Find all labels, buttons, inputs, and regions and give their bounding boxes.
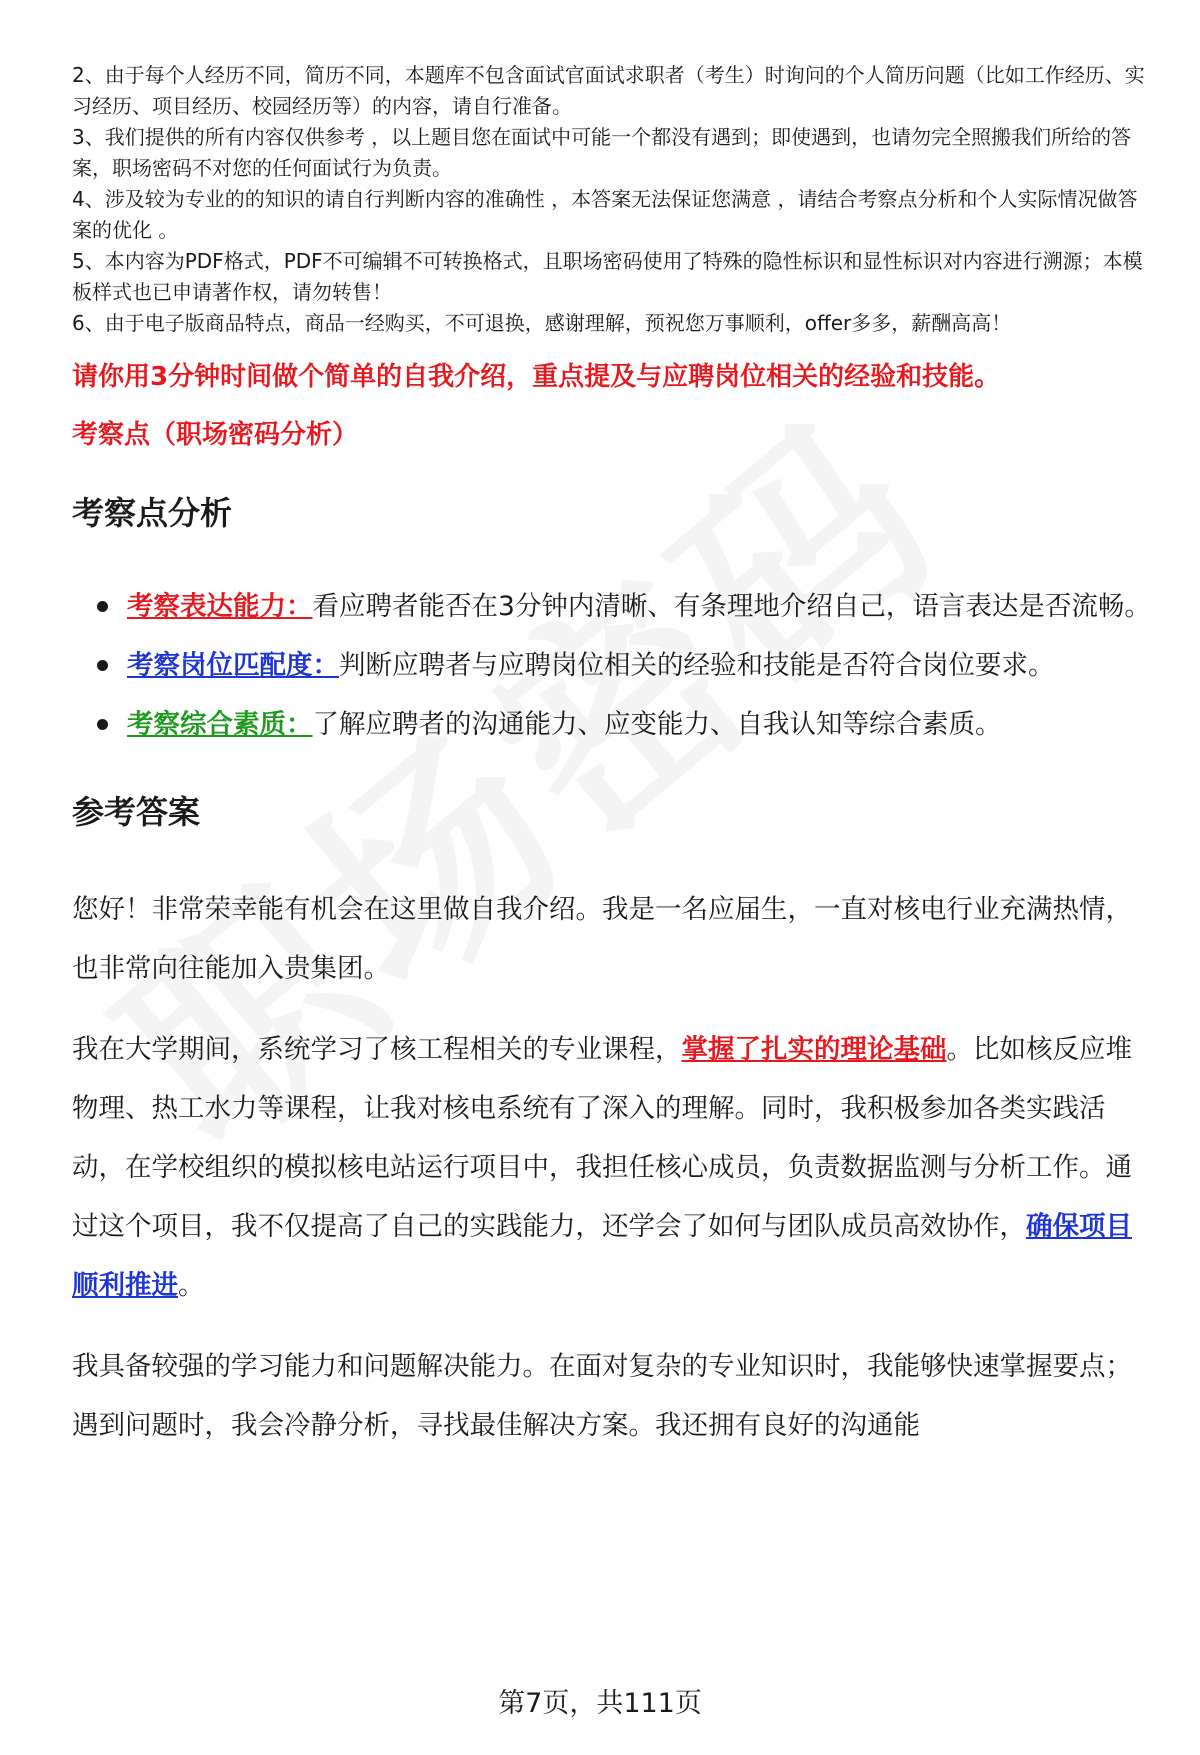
answer-text: 。: [178, 1270, 205, 1301]
note-6: 6、由于电子版商品特点，商品一经购买，不可退换，感谢理解，预祝您万事顺利，offer多多，薪酬高高！: [72, 311, 1012, 335]
analysis-item-label: 考察岗位匹配度：: [127, 650, 339, 681]
analysis-item-fit: [127, 636, 1152, 695]
answer-text: 。比如核反应堆物理、热工水力等课程，让我对核电系统有了深入的理解。同时，我积极参加各类实践活动，在学校组织的模拟核电站运行项目中，我担任核心成员，负责数据监测与分析工作。通过这个项目，我不仅提高了自己的实践能力，还学会了如何与团队成员高效协作，: [72, 1034, 1132, 1242]
analysis-item-expression: [127, 577, 1152, 636]
answer-paragraph-1: 您好！非常荣幸能有机会在这里做自我介绍。我是一名应届生，一直对核电行业充满热情，也非常向往能加入贵集团。: [72, 894, 1132, 984]
analysis-item-label: 考察表达能力：: [127, 591, 313, 622]
answer-highlight: 确保项目顺利推进: [72, 1211, 1132, 1301]
analysis-item-text: 判断应聘者与应聘岗位相关的经验和技能是否符合岗位要求。: [339, 650, 1055, 681]
note-2: 2、由于每个人经历不同，简历不同，本题库不包含面试官面试求职者（考生）时询问的个人简历问题（比如工作经历、实习经历、项目经历、校园经历等）的内容，请自行准备。: [72, 63, 1145, 118]
document-page: [72, 60, 1152, 1455]
analysis-item-text: 了解应聘者的沟通能力、应变能力、自我认知等综合素质。: [312, 709, 1002, 740]
note-3: 3、我们提供的所有内容仅供参考 ，以上题目您在面试中可能一个都没有遇到；即使遇到，也请勿完全照搬我们所给的答案，职场密码不对您的任何面试行为负责。: [72, 125, 1132, 180]
page-footer: 第7页，共111页: [498, 1688, 702, 1719]
assessment-point-label: 考察点（职场密码分析）: [72, 420, 359, 450]
note-5: 5、本内容为PDF格式，PDF不可编辑不可转换格式，且职场密码使用了特殊的隐性标识和显性标识对内容进行溯源；本模板样式也已申请著作权，请勿转售！: [72, 249, 1143, 304]
answer-text: 我在大学期间，系统学习了核工程相关的专业课程，: [72, 1034, 682, 1065]
analysis-item-text: 看应聘者能否在3分钟内清晰、有条理地介绍自己，语言表达是否流畅。: [312, 591, 1151, 622]
answer-highlight: 掌握了扎实的理论基础: [681, 1034, 947, 1065]
answer-paragraph-2: [72, 1020, 1152, 1315]
analysis-heading: 考察点分析: [72, 494, 233, 532]
answer-paragraph-3: 我具备较强的学习能力和问题解决能力。在面对复杂的专业知识时，我能够快速掌握要点；遇到问题时，我会冷静分析，寻找最佳解决方案。我还拥有良好的沟通能: [72, 1351, 1132, 1441]
analysis-item-quality: [127, 695, 1152, 754]
note-4: 4、涉及较为专业的的知识的请自行判断内容的准确性 ，本答案无法保证您满意 ，请结合考察点分析和个人实际情况做答案的优化 。: [72, 187, 1138, 242]
analysis-list: [72, 577, 1152, 754]
disclaimer-notes: [72, 60, 1152, 339]
answer-heading: 参考答案: [72, 793, 201, 831]
analysis-item-label: 考察综合素质：: [127, 709, 313, 740]
interview-question: 请你用3分钟时间做个简单的自我介绍，重点提及与应聘岗位相关的经验和技能。: [72, 362, 1001, 392]
